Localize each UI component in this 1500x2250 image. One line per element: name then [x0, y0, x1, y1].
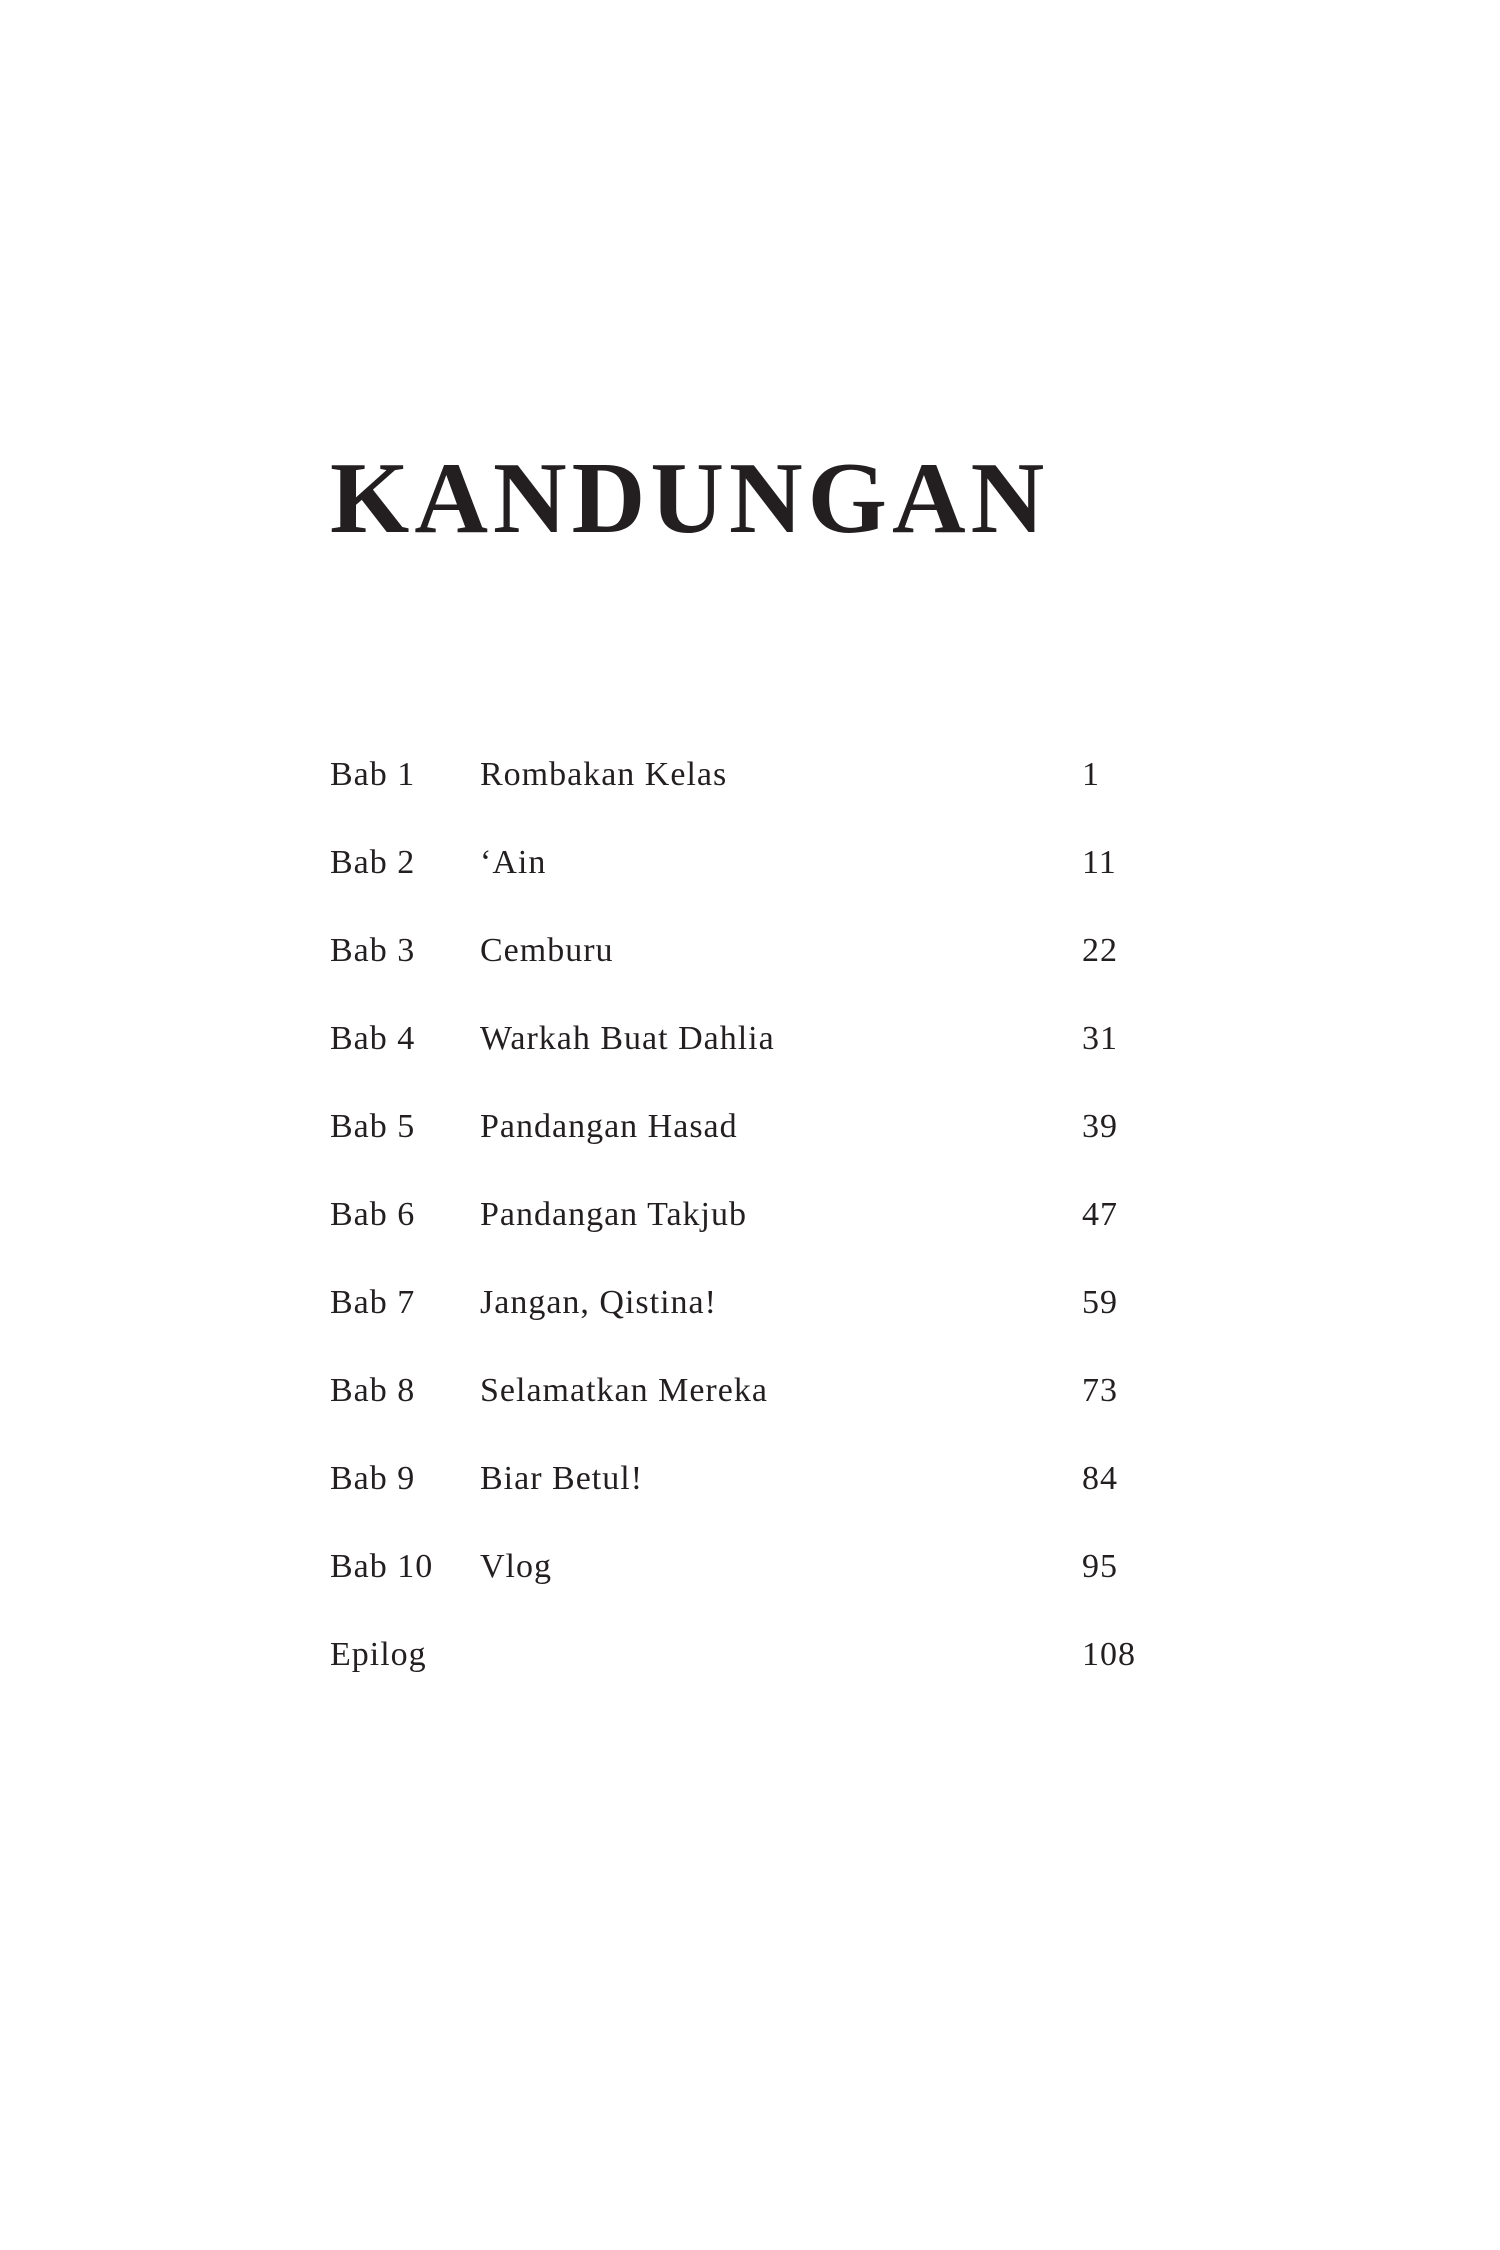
- chapter-label: Bab 2: [330, 844, 416, 881]
- chapter-title: Pandangan Hasad: [480, 1108, 738, 1145]
- chapter-title: Selamatkan Mereka: [480, 1372, 768, 1409]
- toc-entry[interactable]: [330, 1198, 1230, 1286]
- chapter-label: Bab 10: [330, 1548, 434, 1585]
- toc-entry[interactable]: [330, 1286, 1230, 1374]
- chapter-label: Bab 9: [330, 1460, 416, 1497]
- toc-entry[interactable]: [330, 758, 1230, 846]
- toc-entry[interactable]: [330, 1110, 1230, 1198]
- chapter-label: Bab 5: [330, 1108, 416, 1145]
- chapter-label: Bab 7: [330, 1284, 416, 1321]
- page-number: 22: [1082, 932, 1118, 969]
- chapter-label: Bab 8: [330, 1372, 416, 1409]
- page-number: 84: [1082, 1460, 1118, 1497]
- toc-entry[interactable]: [330, 934, 1230, 1022]
- chapter-label: Bab 1: [330, 756, 416, 793]
- chapter-title: Warkah Buat Dahlia: [480, 1020, 775, 1057]
- chapter-title: Vlog: [480, 1548, 552, 1585]
- toc-entry[interactable]: [330, 1374, 1230, 1462]
- epilog-label: Epilog: [330, 1636, 427, 1673]
- chapter-label: Bab 6: [330, 1196, 416, 1233]
- chapter-title: Pandangan Takjub: [480, 1196, 747, 1233]
- chapter-label: Bab 3: [330, 932, 416, 969]
- chapter-title: ‘Ain: [480, 844, 547, 881]
- chapter-title: Cemburu: [480, 932, 614, 969]
- chapter-label: Bab 4: [330, 1020, 416, 1057]
- page-number: 1: [1082, 756, 1100, 793]
- table-of-contents: [330, 758, 1230, 1726]
- page-number: 108: [1082, 1636, 1136, 1673]
- chapter-title: Rombakan Kelas: [480, 756, 728, 793]
- toc-entry[interactable]: [330, 846, 1230, 934]
- page-number: 73: [1082, 1372, 1118, 1409]
- toc-entry[interactable]: [330, 1022, 1230, 1110]
- toc-entry-epilog[interactable]: [330, 1638, 1230, 1726]
- page-number: 11: [1082, 844, 1117, 881]
- page-number: 39: [1082, 1108, 1118, 1145]
- page-number: 95: [1082, 1548, 1118, 1585]
- toc-entry[interactable]: [330, 1550, 1230, 1638]
- chapter-title: Biar Betul!: [480, 1460, 644, 1497]
- page-number: 31: [1082, 1020, 1118, 1057]
- page-title: KANDUNGAN: [330, 442, 1050, 555]
- chapter-title: Jangan, Qistina!: [480, 1284, 717, 1321]
- toc-entry[interactable]: [330, 1462, 1230, 1550]
- page-number: 47: [1082, 1196, 1118, 1233]
- page-number: 59: [1082, 1284, 1118, 1321]
